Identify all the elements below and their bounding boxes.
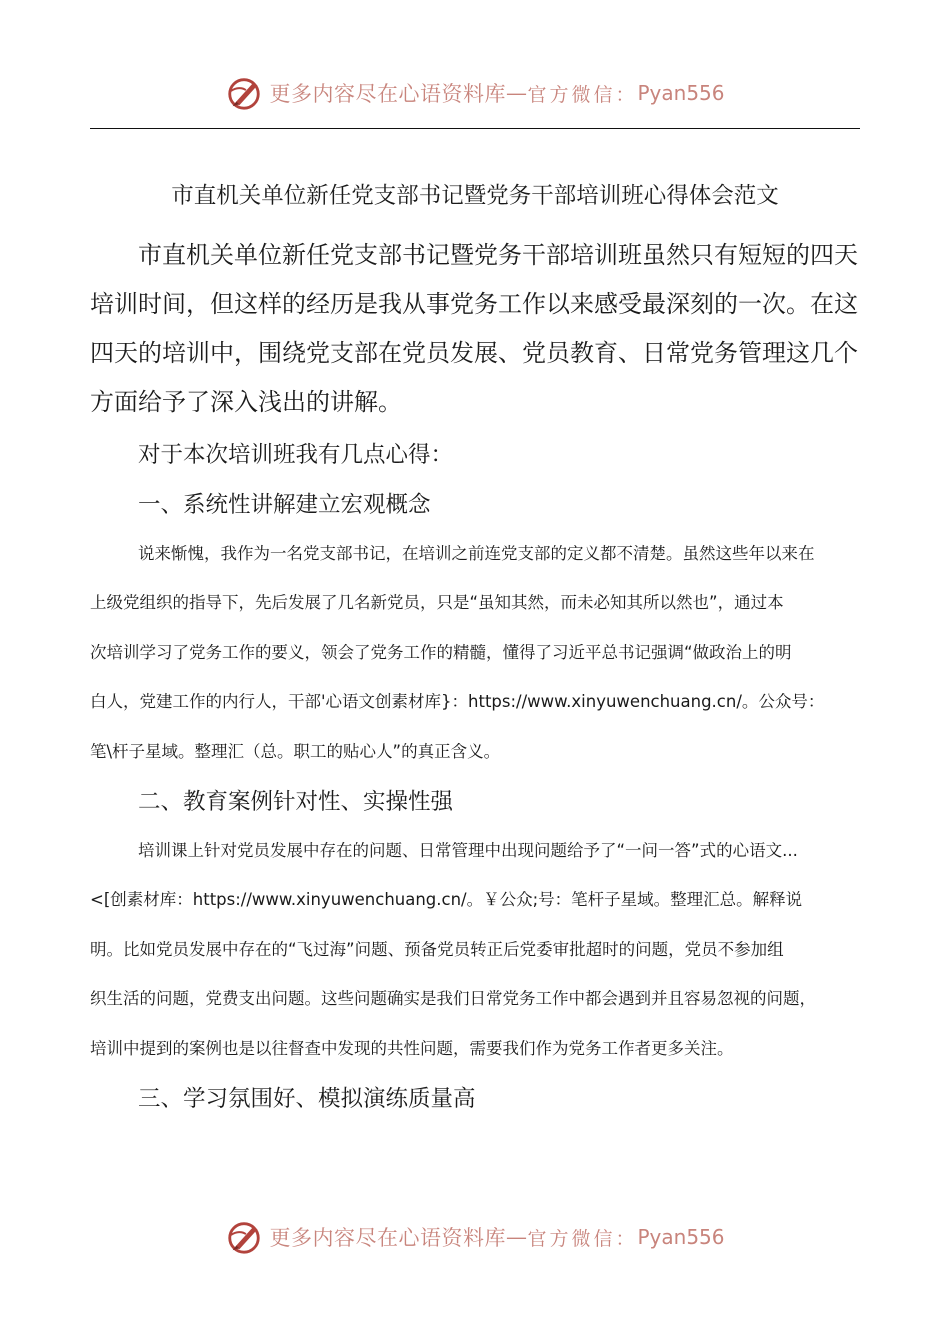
intro-paragraph [90,231,860,427]
pen-logo-icon [225,1218,263,1256]
banner-main-text: 更多内容尽在心语资料库 [269,1226,506,1250]
section-1-line: 说来惭愧，我作为一名党支部书记，在培训之前连党支部的定义都不清楚。虽然这些年以来在 [138,544,815,563]
banner-dash: — [505,1225,528,1249]
footer-banner [0,1212,950,1262]
section-1-line: 上级党组织的指导下，先后发展了几名新党员，只是“虽知其然，而未必知其所以然也”，通过本 [90,593,784,613]
section-1-heading: 一、系统性讲解建立宏观概念 [138,492,431,518]
section-2-line: 培训中提到的案例也是以往督查中发现的共性问题，需要我们作为党务工作者更多关注。 [90,1038,734,1058]
banner-dash: — [505,81,528,105]
banner-wechat-id: Pyan556 [637,1225,725,1249]
section-1-paragraph [90,529,865,776]
section-1-line: 白人，党建工作的内行人，干部'心语文创素材库}：https://www.xinyuwenchuang.cn/。公众号： [90,692,825,712]
section-2-line: 培训课上针对党员发展中存在的问题、日常管理中出现问题给予了“一问一答”式的心语文... [138,841,798,860]
section-2-line: 织生活的问题，党费支出问题。这些问题确实是我们日常党务工作中都会遇到并且容易忽视的问题， [90,989,816,1009]
banner-main-text: 更多内容尽在心语资料库 [269,82,506,106]
intro-line: 方面给予了深入浅出的讲解。 [90,388,402,416]
section-2-heading: 二、教育案例针对性、实操性强 [138,789,454,815]
intro-line: 市直机关单位新任党支部书记暨党务干部培训班虽然只有短短的四天 [138,241,858,269]
section-2-line: <[创素材库：https://www.xinyuwenchuang.cn/。￥公众;号：笔杆子星域。整理汇总。解释说 [90,890,803,910]
section-3-heading: 三、学习氛围好、模拟演练质量高 [138,1086,476,1112]
section-2-paragraph [90,826,865,1073]
pen-logo-icon [225,74,263,112]
banner-wechat-label: 官方微信： [527,83,638,106]
section-1-line: 次培训学习了党务工作的要义，领会了党务工作的精髓，懂得了习近平总书记强调“做政治上的明 [90,642,792,662]
document-title: 市直机关单位新任党支部书记暨党务干部培训班心得体会范文 [171,183,779,209]
banner-wechat-id: Pyan556 [637,81,725,105]
intro-line: 培训时间，但这样的经历是我从事党务工作以来感受最深刻的一次。在这 [90,290,858,318]
section-2-line: 明。比如党员发展中存在的“飞过海”问题、预备党员转正后党委审批超时的问题，党员不参加组 [90,939,784,959]
banner-wechat-label: 官方微信： [527,1227,638,1250]
lead-sentence: 对于本次培训班我有几点心得： [138,442,454,468]
header-divider [90,128,860,129]
intro-line: 四天的培训中，围绕党支部在党员发展、党员教育、日常党务管理这几个 [90,339,858,367]
section-1-line: 笔\杆子星域。整理汇（总。职工的贴心人”的真正含义。 [90,741,501,761]
header-banner [0,68,950,118]
